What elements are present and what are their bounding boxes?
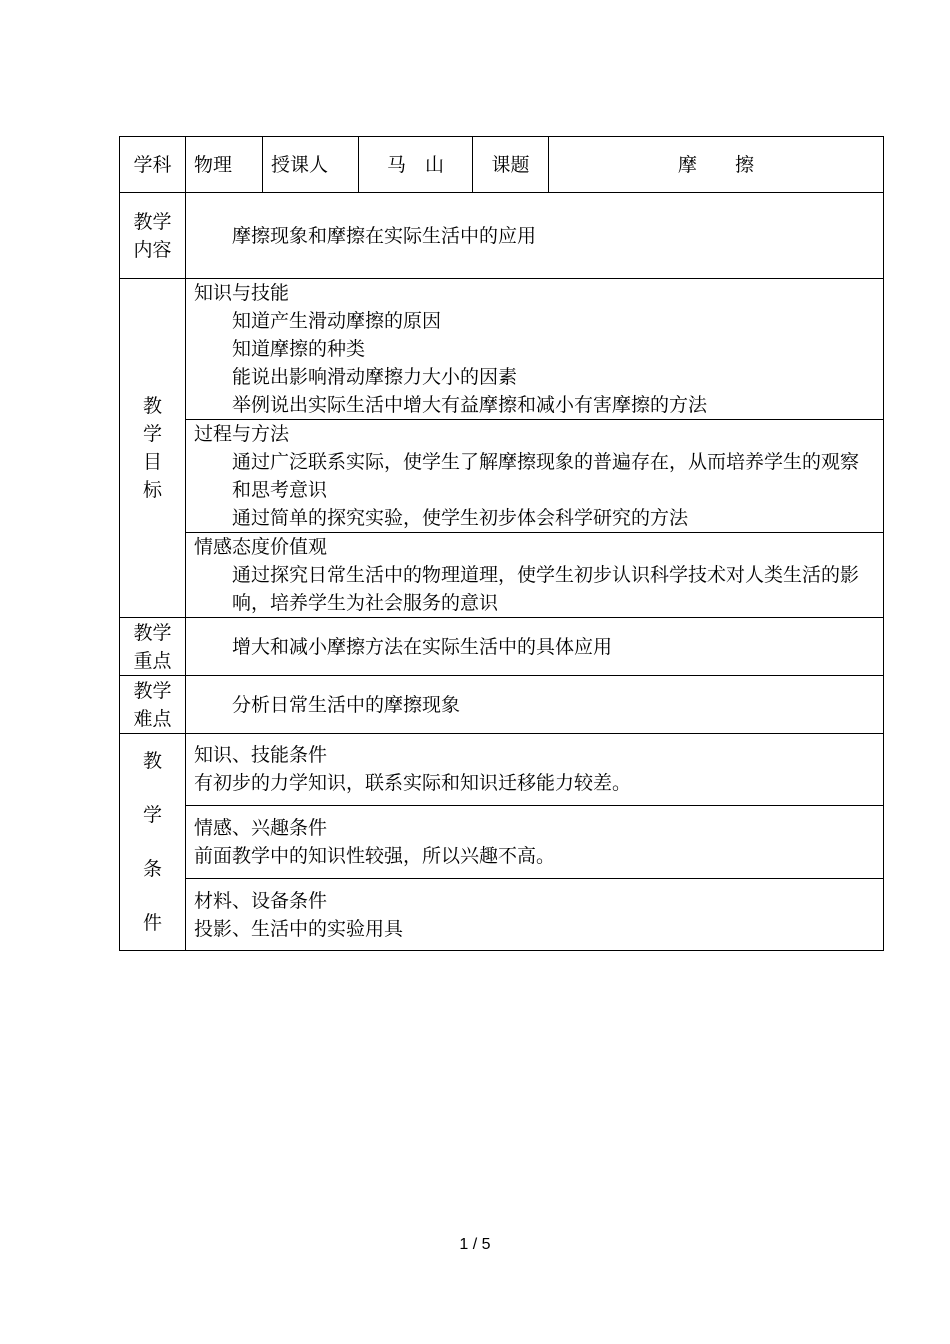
- objectives-label-char: 标: [142, 479, 162, 501]
- objectives-knowledge-cell: [186, 279, 884, 420]
- conditions-materials-cell: [186, 879, 884, 951]
- conditions-label-char: 教: [142, 750, 162, 772]
- objective-line: 知道摩擦的种类: [232, 338, 366, 360]
- conditions-label: [120, 734, 186, 951]
- key-points-label-line1: 教学: [133, 621, 172, 644]
- objective-line: 通过广泛联系实际，使学生了解摩擦现象的普遍存在，从而培养学生的观察和思考意识: [232, 451, 860, 501]
- objectives-label: [120, 279, 186, 618]
- objectives-label-char: 学: [142, 423, 162, 445]
- conditions-interest-row: [120, 805, 884, 879]
- header-row: [120, 137, 884, 193]
- conditions-label-char: 条: [142, 858, 162, 880]
- condition-text: 前面教学中的知识性较强，所以兴趣不高。: [194, 844, 556, 867]
- objectives-process-cell: [186, 420, 884, 533]
- objectives-label-char: 教: [142, 395, 162, 417]
- section-title: 知识与技能: [194, 282, 290, 304]
- objective-line: 举例说出实际生活中增大有益摩擦和减小有害摩擦的方法: [232, 394, 708, 416]
- objective-line: 知道产生滑动摩擦的原因: [232, 310, 442, 332]
- objectives-emotion-row: [120, 533, 884, 618]
- section-title: 材料、设备条件: [194, 889, 328, 912]
- conditions-label-char: 件: [142, 912, 162, 934]
- objectives-emotion-cell: [186, 533, 884, 618]
- content-text: 摩擦现象和摩擦在实际生活中的应用: [186, 193, 884, 279]
- objective-line: 通过探究日常生活中的物理道理，使学生初步认识科学技术对人类生活的影响，培养学生为社会服务的意识: [232, 564, 860, 614]
- topic-value: 摩 擦: [549, 137, 884, 193]
- conditions-interest-cell: [186, 805, 884, 879]
- topic-label: 课题: [473, 137, 549, 193]
- teacher-value: 马 山: [359, 137, 473, 193]
- difficulties-label-line2: 难点: [133, 707, 172, 730]
- objective-line: 通过简单的探究实验，使学生初步体会科学研究的方法: [232, 507, 689, 529]
- condition-text: 投影、生活中的实验用具: [194, 917, 404, 940]
- section-title: 情感、兴趣条件: [194, 816, 328, 839]
- difficulties-label: [120, 676, 186, 734]
- conditions-knowledge-row: [120, 734, 884, 806]
- condition-text: 有初步的力学知识，联系实际和知识迁移能力较差。: [194, 772, 632, 795]
- objectives-knowledge-row: [120, 279, 884, 420]
- difficulties-text: 分析日常生活中的摩擦现象: [186, 676, 884, 734]
- conditions-knowledge-cell: [186, 734, 884, 806]
- teacher-label: 授课人: [263, 137, 359, 193]
- key-points-label: [120, 618, 186, 676]
- key-points-label-line2: 重点: [133, 649, 172, 672]
- content-row: [120, 193, 884, 279]
- content-label: [120, 193, 186, 279]
- subject-label: 学科: [120, 137, 186, 193]
- key-points-text: 增大和减小摩擦方法在实际生活中的具体应用: [186, 618, 884, 676]
- section-title: 情感态度价值观: [194, 536, 328, 558]
- page-number: 1 / 5: [459, 1236, 491, 1253]
- objective-line: 能说出影响滑动摩擦力大小的因素: [232, 366, 518, 388]
- subject-value: 物理: [186, 137, 263, 193]
- section-title: 知识、技能条件: [194, 744, 328, 767]
- conditions-label-char: 学: [142, 804, 162, 826]
- difficulties-label-line1: 教学: [133, 679, 172, 702]
- lesson-plan-table: [119, 136, 884, 951]
- content-label-line2: 内容: [133, 238, 172, 261]
- objectives-label-char: 目: [142, 451, 162, 473]
- difficulties-row: [120, 676, 884, 734]
- key-points-row: [120, 618, 884, 676]
- conditions-materials-row: [120, 879, 884, 951]
- content-label-line1: 教学: [133, 210, 172, 233]
- objectives-process-row: [120, 420, 884, 533]
- section-title: 过程与方法: [194, 423, 290, 445]
